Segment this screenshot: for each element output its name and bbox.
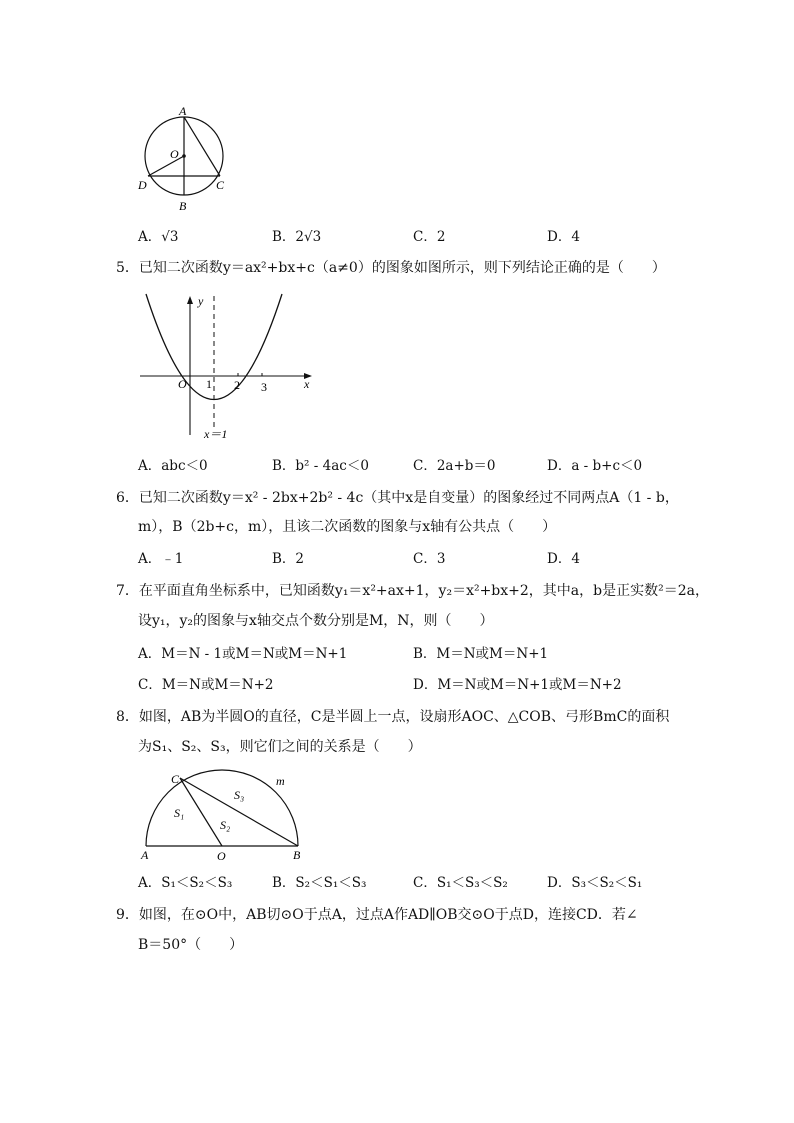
q8-label-S3: S₃ (234, 788, 245, 802)
q5-parabola-figure (136, 290, 326, 442)
q4-option-d: D．4 (547, 229, 580, 245)
q8-option-a: A．S₁＜S₂＜S₃ (138, 875, 233, 891)
q4-label-O: O (170, 147, 179, 161)
q5-option-d: D．a - b+c＜0 (547, 458, 643, 474)
q8-label-O: O (217, 849, 226, 863)
q6-stem-line2: m），B（2b+c，m），且该二次函数的图象与x轴有公共点（ ） (138, 519, 557, 535)
q4-option-a: A．√3 (138, 229, 179, 245)
q4-circle-figure (130, 100, 250, 218)
q5-label-y: y (198, 294, 204, 308)
q8-label-S2: S₂ (220, 818, 231, 832)
q4-label-D: D (138, 178, 147, 192)
q5-option-b: B．b² - 4ac＜0 (272, 458, 369, 474)
q8-option-d: D．S₃＜S₂＜S₁ (547, 875, 643, 891)
q5-stem: 5．已知二次函数y＝ax²+bx+c（a≠0）的图象如图所示，则下列结论正确的是（ ） (116, 260, 666, 276)
q7-option-d: D．M＝N或M＝N+1或M＝N+2 (413, 677, 622, 693)
q8-label-C: C (171, 772, 180, 786)
q8-semicircle-figure (136, 765, 316, 865)
q4-option-c: C．2 (413, 229, 446, 245)
q7-option-a: A．M＝N - 1或M＝N或M＝N+1 (138, 646, 348, 662)
q8-option-c: C．S₁＜S₃＜S₂ (413, 875, 508, 891)
q8-label-m: m (276, 774, 285, 788)
q5-label-x: x (304, 377, 310, 391)
q8-label-B: B (293, 848, 301, 862)
q5-axis-label: x＝1 (204, 427, 228, 441)
q5-tick-1: 1 (206, 377, 212, 391)
q6-option-d: D．4 (547, 551, 580, 567)
q8-option-b: B．S₂＜S₁＜S₃ (272, 875, 367, 891)
q8-label-S1: S₁ (174, 806, 185, 820)
q8-label-A: A (141, 848, 149, 862)
q6-option-c: C．3 (413, 551, 446, 567)
q5-option-a: A．abc＜0 (138, 458, 208, 474)
q8-stem-line2: 为S₁、S₂、S₃，则它们之间的关系是（ ） (138, 739, 422, 755)
q9-stem-line1: 9．如图，在⊙O中，AB切⊙O于点A，过点A作AD∥OB交⊙O于点D，连接CD．若∠ (116, 907, 638, 923)
q5-tick-2: 2 (234, 378, 240, 392)
q5-tick-3: 3 (261, 380, 267, 394)
q7-option-c: C．M＝N或M＝N+2 (138, 677, 274, 693)
q4-label-B: B (179, 199, 187, 213)
q4-label-C: C (216, 178, 225, 192)
q4-label-A: A (179, 104, 187, 118)
q8-stem-line1: 8．如图，AB为半圆O的直径，C是半圆上一点，设扇形AOC、△COB、弓形BmC的面积 (116, 709, 670, 725)
q5-option-c: C．2a+b＝0 (413, 458, 496, 474)
q9-stem-line2: B＝50°（ ） (138, 937, 244, 953)
q6-stem-line1: 6．已知二次函数y＝x² - 2bx+2b² - 4c（其中x是自变量）的图象经过不同两点A（1 - b， (116, 490, 679, 506)
q7-option-b: B．M＝N或M＝N+1 (413, 646, 549, 662)
q7-stem-line2: 设y₁，y₂的图象与x轴交点个数分别是M，N，则（ ） (138, 613, 494, 629)
q4-option-b: B．2√3 (272, 229, 322, 245)
q7-stem-line1: 7．在平面直角坐标系中，已知函数y₁＝x²+ax+1，y₂＝x²+bx+2，其中a，b是正实数²＝2a， (116, 583, 709, 599)
q6-option-b: B．2 (272, 551, 305, 567)
q6-option-a: A．﹣1 (138, 551, 184, 567)
q5-label-O: O (178, 377, 187, 391)
